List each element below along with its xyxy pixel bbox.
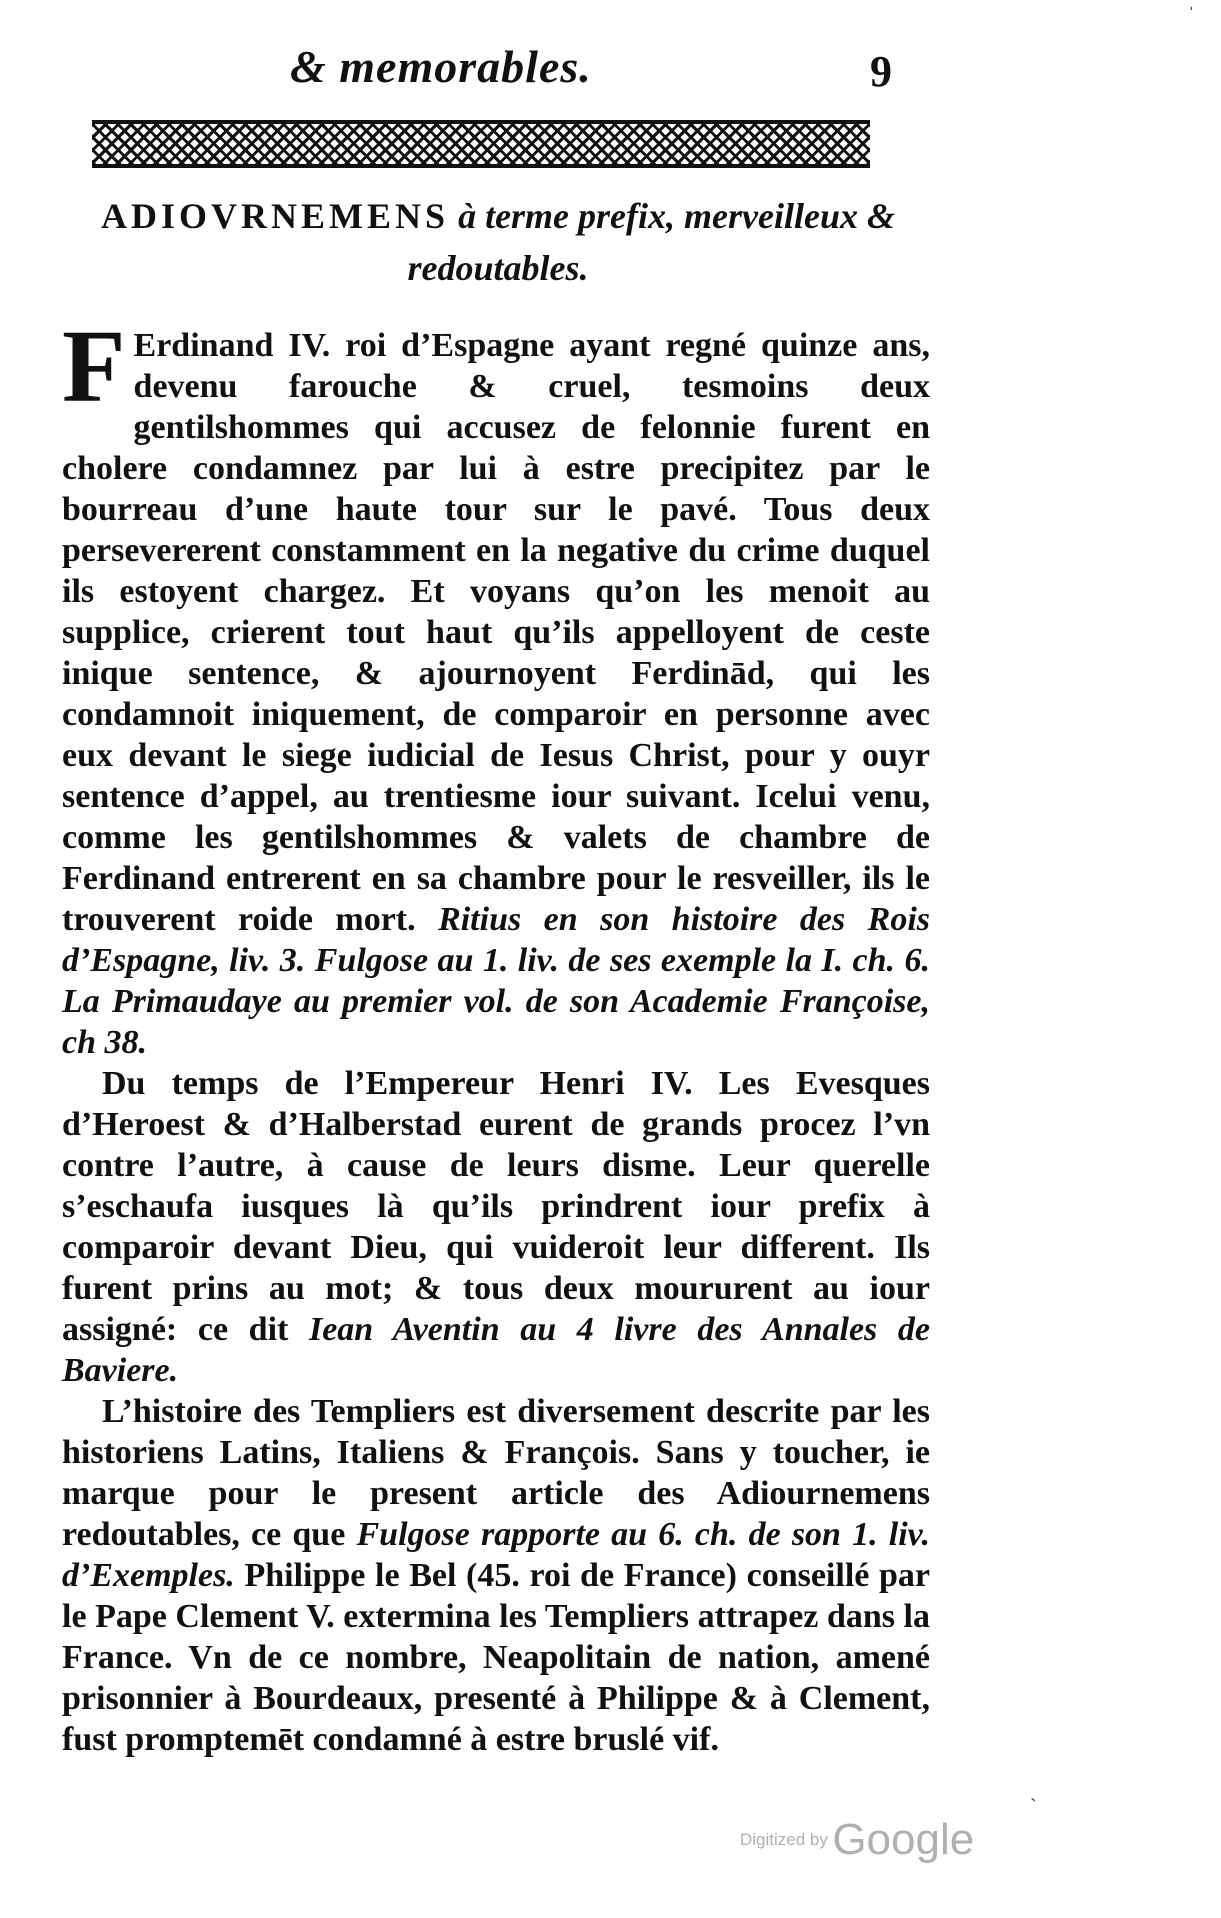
paragraph-ferdinand [62, 309, 930, 1063]
running-title: & memorables. [290, 41, 592, 92]
page-number: 9 [870, 47, 892, 96]
citation-ferdinand: Ritius en son histoire des Rois d’Espagne, liv. 3. Fulgose au 1. liv. de ses exemple la I. ch. 6. La Primaudaye au premier vol. de son Academie Françoise, ch 38. [62, 901, 930, 1061]
google-logo: Google [832, 1815, 975, 1864]
citation-fulgose: Fulgose rapporte au 6. ch. de son 1. liv. d’Exemples. [62, 1516, 931, 1594]
section-title [88, 190, 908, 294]
digitized-by-google-watermark [740, 1815, 974, 1865]
paragraph-templiers-text-b: Philippe le Bel (45. roi de France) conseillé par le Pape Clement V. extermina les Templiers attrapez dans la France. Vn de ce nombre, Neapolitain de nation, amené prisonnier à Bourdeaux, presenté à Philippe & à Clement, fust promptemēt condamné à estre bruslé vif. [62, 1557, 930, 1758]
drop-cap: F [62, 309, 126, 424]
watermark-prefix: Digitized by [740, 1830, 828, 1849]
paragraph-templiers-text-a: L’histoire des Templiers est diversement descrite par les historiens Latins, Italiens & François. Sans y toucher, ie marque pour le present article des Adiournemens redoutables, ce que [62, 1393, 930, 1553]
citation-aventin: Iean Aventin au 4 livre des Annales de Baviere. [62, 1311, 930, 1389]
paragraph-ferdinand-text: Erdinand IV. roi d’Espagne ayant regné quinze ans, devenu farouche & cruel, tesmoins deux gentilshommes qui accusez de felonnie furent en cholere condamnez par lui à estre precipitez par le bourreau d’une haute tour sur le pavé. Tous deux persevererent constamment en la negative du crime duquel ils estoyent chargez. Et voyans qu’on les menoit au supplice, crierent tout haut qu’ils appelloyent de ceste inique sentence, & ajournoyent Ferdinād, qui les condamnoit iniquement, de comparoir en personne avec eux devant le siege iudicial de Iesus Christ, pour y ouyr sentence d’appel, au trentiesme iour suivant. Icelui venu, comme les gentilshommes & valets de chambre de Ferdinand entrerent en sa chambre pour le resveiller, ils le trouverent roide mort. [62, 327, 930, 938]
scan-speck: ˈ [1188, 4, 1195, 26]
body-text [62, 309, 931, 1760]
paragraph-templiers [62, 1391, 930, 1760]
scan-speck: ˎ [1030, 1780, 1037, 1802]
decorative-ornament-band [92, 120, 870, 168]
paragraph-evesques [62, 1063, 930, 1391]
section-title-italic: à terme prefix, merveilleux & redoutables. [407, 196, 895, 288]
section-title-caps: ADIOVRNEMENS [101, 196, 450, 236]
paragraph-evesques-text: Du temps de l’Empereur Henri IV. Les Evesques d’Heroest & d’Halberstad eurent de grands procez l’vn contre l’autre, à cause de leurs disme. Leur querelle s’eschaufa iusques là qu’ils prindrent iour prefix à comparoir devant Dieu, qui vuideroit leur different. Ils furent prins au mot; & tous deux moururent au iour assigné: ce dit [62, 1065, 930, 1348]
running-head [90, 28, 900, 98]
